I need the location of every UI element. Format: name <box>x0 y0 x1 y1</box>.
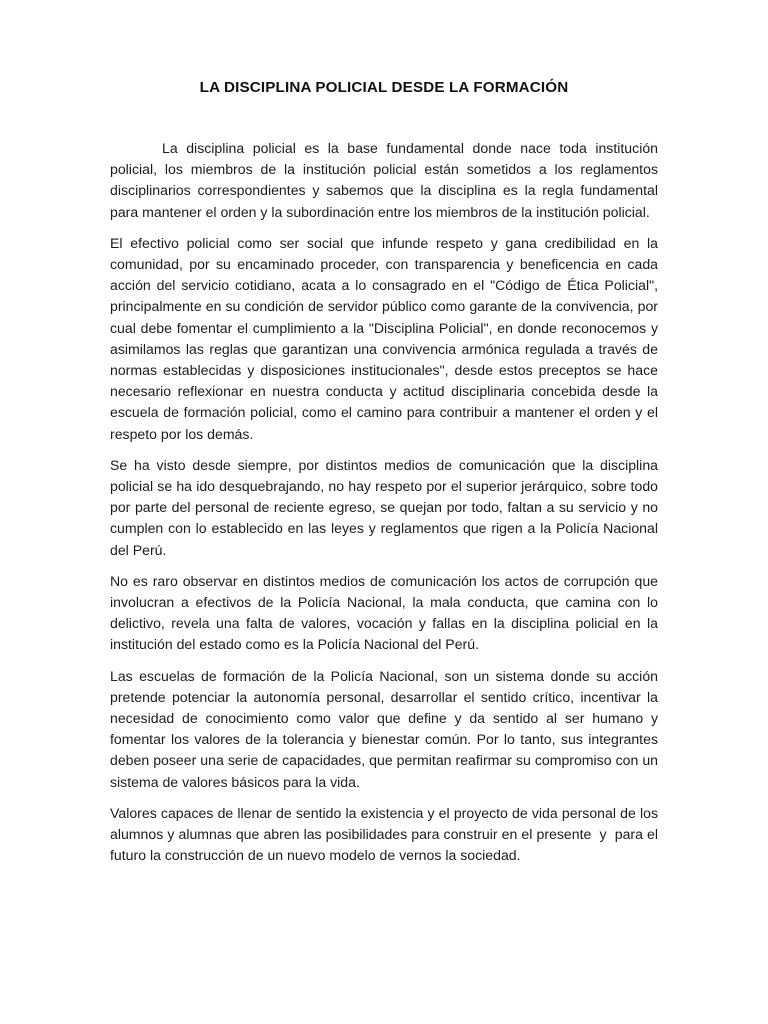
paragraph-escuelas-formacion: Las escuelas de formación de la Policía Nacional, son un sistema donde su acción pretende potenciar la autonomía personal, desarrollar el sentido crítico, incentivar la necesidad de conocimiento como valor que define y da sentido al ser humano y fomentar los valores de la tolerancia y bienestar común. Por lo tanto, sus integrantes deben poseer una serie de capacidades, que permitan reafirmar su compromiso con un sistema de valores básicos para la vida. <box>110 667 662 790</box>
paragraph-codigo-etica: El efectivo policial como ser social que infunde respeto y gana credibilidad en la comunidad, por su encaminado proceder, con transparencia y beneficencia en cada acción del servicio cotidiano, acata a lo consagrado en el "Código de Ética Policial", principalmente en su condición de servidor público como garante de la convivencia, por cual debe fomentar el cumplimiento a la "Disciplina Policial", en donde reconocemos y asimilamos las reglas que garantizan una convivencia armónica regulada a través de normas establecidas y disposiciones institucionales", desde estos preceptos se hace necesario reflexionar en nuestra conducta y actitud disciplinaria concebida desde la escuela de formación policial, como el camino para contribuir a mantener el orden y el respeto por los demás. <box>110 234 662 442</box>
page-title: LA DISCIPLINA POLICIAL DESDE LA FORMACIÓN <box>199 79 569 96</box>
paragraph-valores: Valores capaces de llenar de sentido la existencia y el proyecto de vida personal de los alumnos y alumnas que abren las posibilidades para construir en el presente y para el futuro la construcción de un nuevo modelo de vernos la sociedad. <box>110 804 662 864</box>
paragraph-corrupcion: No es raro observar en distintos medios de comunicación los actos de corrupción que involucran a efectivos de la Policía Nacional, la mala conducta, que camina con lo delictivo, revela una falta de valores, vocación y fallas en la disciplina policial en la institución del estado como es la Policía Nacional del Perú. <box>110 572 662 653</box>
paragraph-intro: La disciplina policial es la base fundamental donde nace toda institución policial, los miembros de la institución policial están sometidos a los reglamentos disciplinarios correspondientes y sabemos que la disciplina es la regla fundamental para mantener el orden y la subordinación entre los miembros de la institución policial. <box>110 140 662 220</box>
document-text-block <box>110 78 662 867</box>
paragraph-medios-comunicacion: Se ha visto desde siempre, por distintos medios de comunicación que la disciplina policial se ha ido desquebrajando, no hay respeto por el superior jerárquico, sobre todo por parte del personal de reciente egreso, se quejan por todo, faltan a su servicio y no cumplen con lo establecido en las leyes y reglamentos que rigen a la Policía Nacional del Perú. <box>110 456 662 558</box>
